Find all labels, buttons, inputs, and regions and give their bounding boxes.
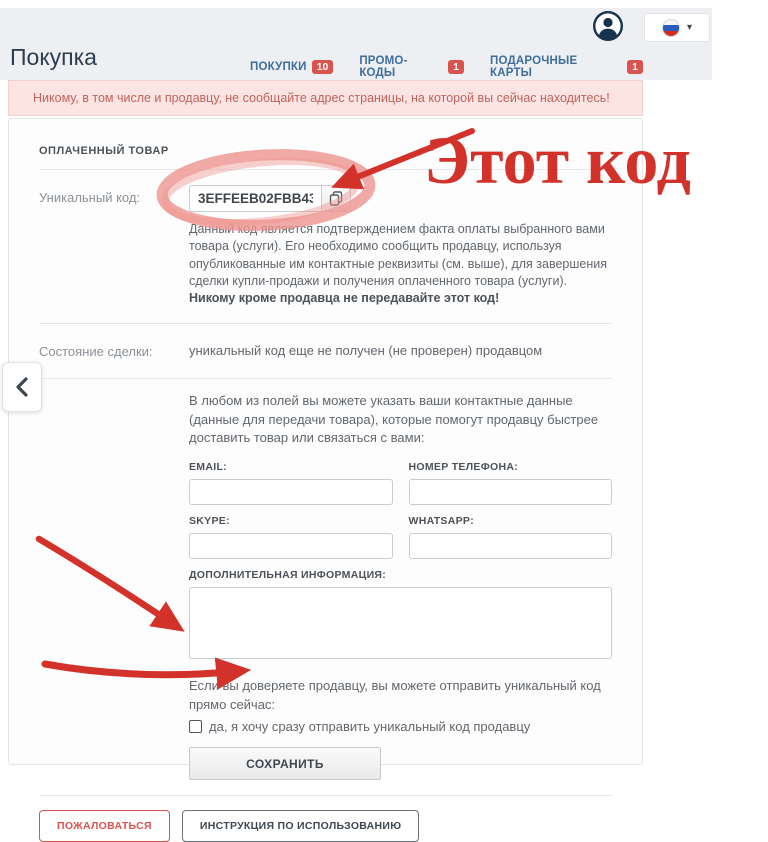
tab-gift-cards[interactable]: ПОДАРОЧНЫЕ КАРТЫ 1	[490, 55, 643, 79]
divider	[39, 795, 612, 796]
send-code-checkbox-label: да, я хочу сразу отправить уникальный код продавцу	[209, 719, 531, 735]
email-field[interactable]	[189, 479, 393, 505]
contact-form-intro: В любом из полей вы можете указать ваши контактные данные (данные для передачи товара), которые помогут продавцу быстрее доставить товар или связаться с вами:	[189, 393, 599, 445]
unique-code-row	[39, 170, 612, 324]
skype-field-group	[189, 515, 393, 559]
save-button[interactable]: СОХРАНИТЬ	[189, 747, 381, 780]
email-label: EMAIL:	[189, 461, 227, 474]
annotation-code-callout: Этот код	[424, 122, 691, 198]
contact-form	[189, 379, 612, 780]
back-button[interactable]	[2, 362, 42, 412]
flag-russia-icon	[662, 19, 680, 37]
tab-purchases[interactable]: ПОКУПКИ 10	[250, 60, 333, 75]
unique-code-group	[189, 185, 351, 212]
tab-gift-cards-badge: 1	[627, 60, 643, 75]
additional-info-group	[189, 569, 612, 664]
copy-code-button[interactable]	[321, 185, 351, 212]
additional-info-textarea[interactable]	[189, 587, 612, 659]
copy-icon	[329, 191, 343, 206]
trust-text: Если вы доверяете продавцу, вы можете отправить уникальный код прямо сейчас:	[189, 678, 601, 712]
unique-code-description-bold: Никому кроме продавца не передавайте этот код!	[189, 291, 500, 305]
send-code-checkbox[interactable]	[189, 720, 202, 733]
skype-label: SKYPE:	[189, 515, 230, 528]
warning-text: Никому, в том числе и продавцу, не сообщайте адрес страницы, на которой вы сейчас находитесь!	[33, 91, 610, 105]
skype-field[interactable]	[189, 533, 393, 559]
whatsapp-field-group	[409, 515, 613, 559]
page-title: Покупка	[10, 44, 97, 70]
section-title: ОПЛАЧЕННЫЙ ТОВАР	[39, 145, 169, 157]
unique-code-description: Данный код является подтверждением факта оплаты выбранного вами товара (услуги). Его необходимо сообщить продавцу, используя опубликованные им контактные реквизиты (см. выше), для завершения сделки купли-продажи и получения оплаченного товара (услуги). Никому кроме продавца не передавайте этот код!	[189, 222, 608, 305]
tab-promo-codes[interactable]: ПРОМО-КОДЫ 1	[359, 55, 464, 79]
phone-label: НОМЕР ТЕЛЕФОНА:	[408, 461, 518, 474]
complain-button[interactable]: ПОЖАЛОВАТЬСЯ	[39, 810, 170, 842]
instruction-button[interactable]: ИНСТРУКЦИЯ ПО ИСПОЛЬЗОВАНИЮ	[182, 810, 420, 842]
warning-banner	[8, 80, 643, 116]
tab-promo-codes-badge: 1	[448, 60, 464, 75]
unique-code-label: Уникальный код:	[39, 190, 141, 205]
card-footer	[39, 810, 612, 842]
chevron-down-icon: ▾	[686, 21, 693, 33]
additional-info-label: ДОПОЛНИТЕЛЬНАЯ ИНФОРМАЦИЯ:	[189, 569, 387, 582]
whatsapp-label: WHATSAPP:	[408, 515, 474, 528]
deal-state-row	[39, 324, 612, 379]
email-field-group	[189, 461, 393, 505]
phone-field[interactable]	[409, 479, 613, 505]
paid-item-card	[8, 118, 643, 833]
unique-code-input[interactable]	[189, 185, 321, 212]
tab-purchases-badge: 10	[312, 60, 334, 75]
deal-state-label: Состояние сделки:	[39, 344, 153, 360]
phone-field-group	[409, 461, 613, 505]
deal-state-value: уникальный код еще не получен (не проверен) продавцом	[189, 343, 543, 359]
language-selector[interactable]	[644, 13, 710, 42]
tabs-nav	[250, 55, 643, 79]
send-code-checkbox-row	[189, 719, 612, 734]
whatsapp-field[interactable]	[409, 533, 613, 559]
chevron-left-icon	[14, 376, 30, 398]
user-avatar-icon[interactable]	[592, 10, 624, 42]
